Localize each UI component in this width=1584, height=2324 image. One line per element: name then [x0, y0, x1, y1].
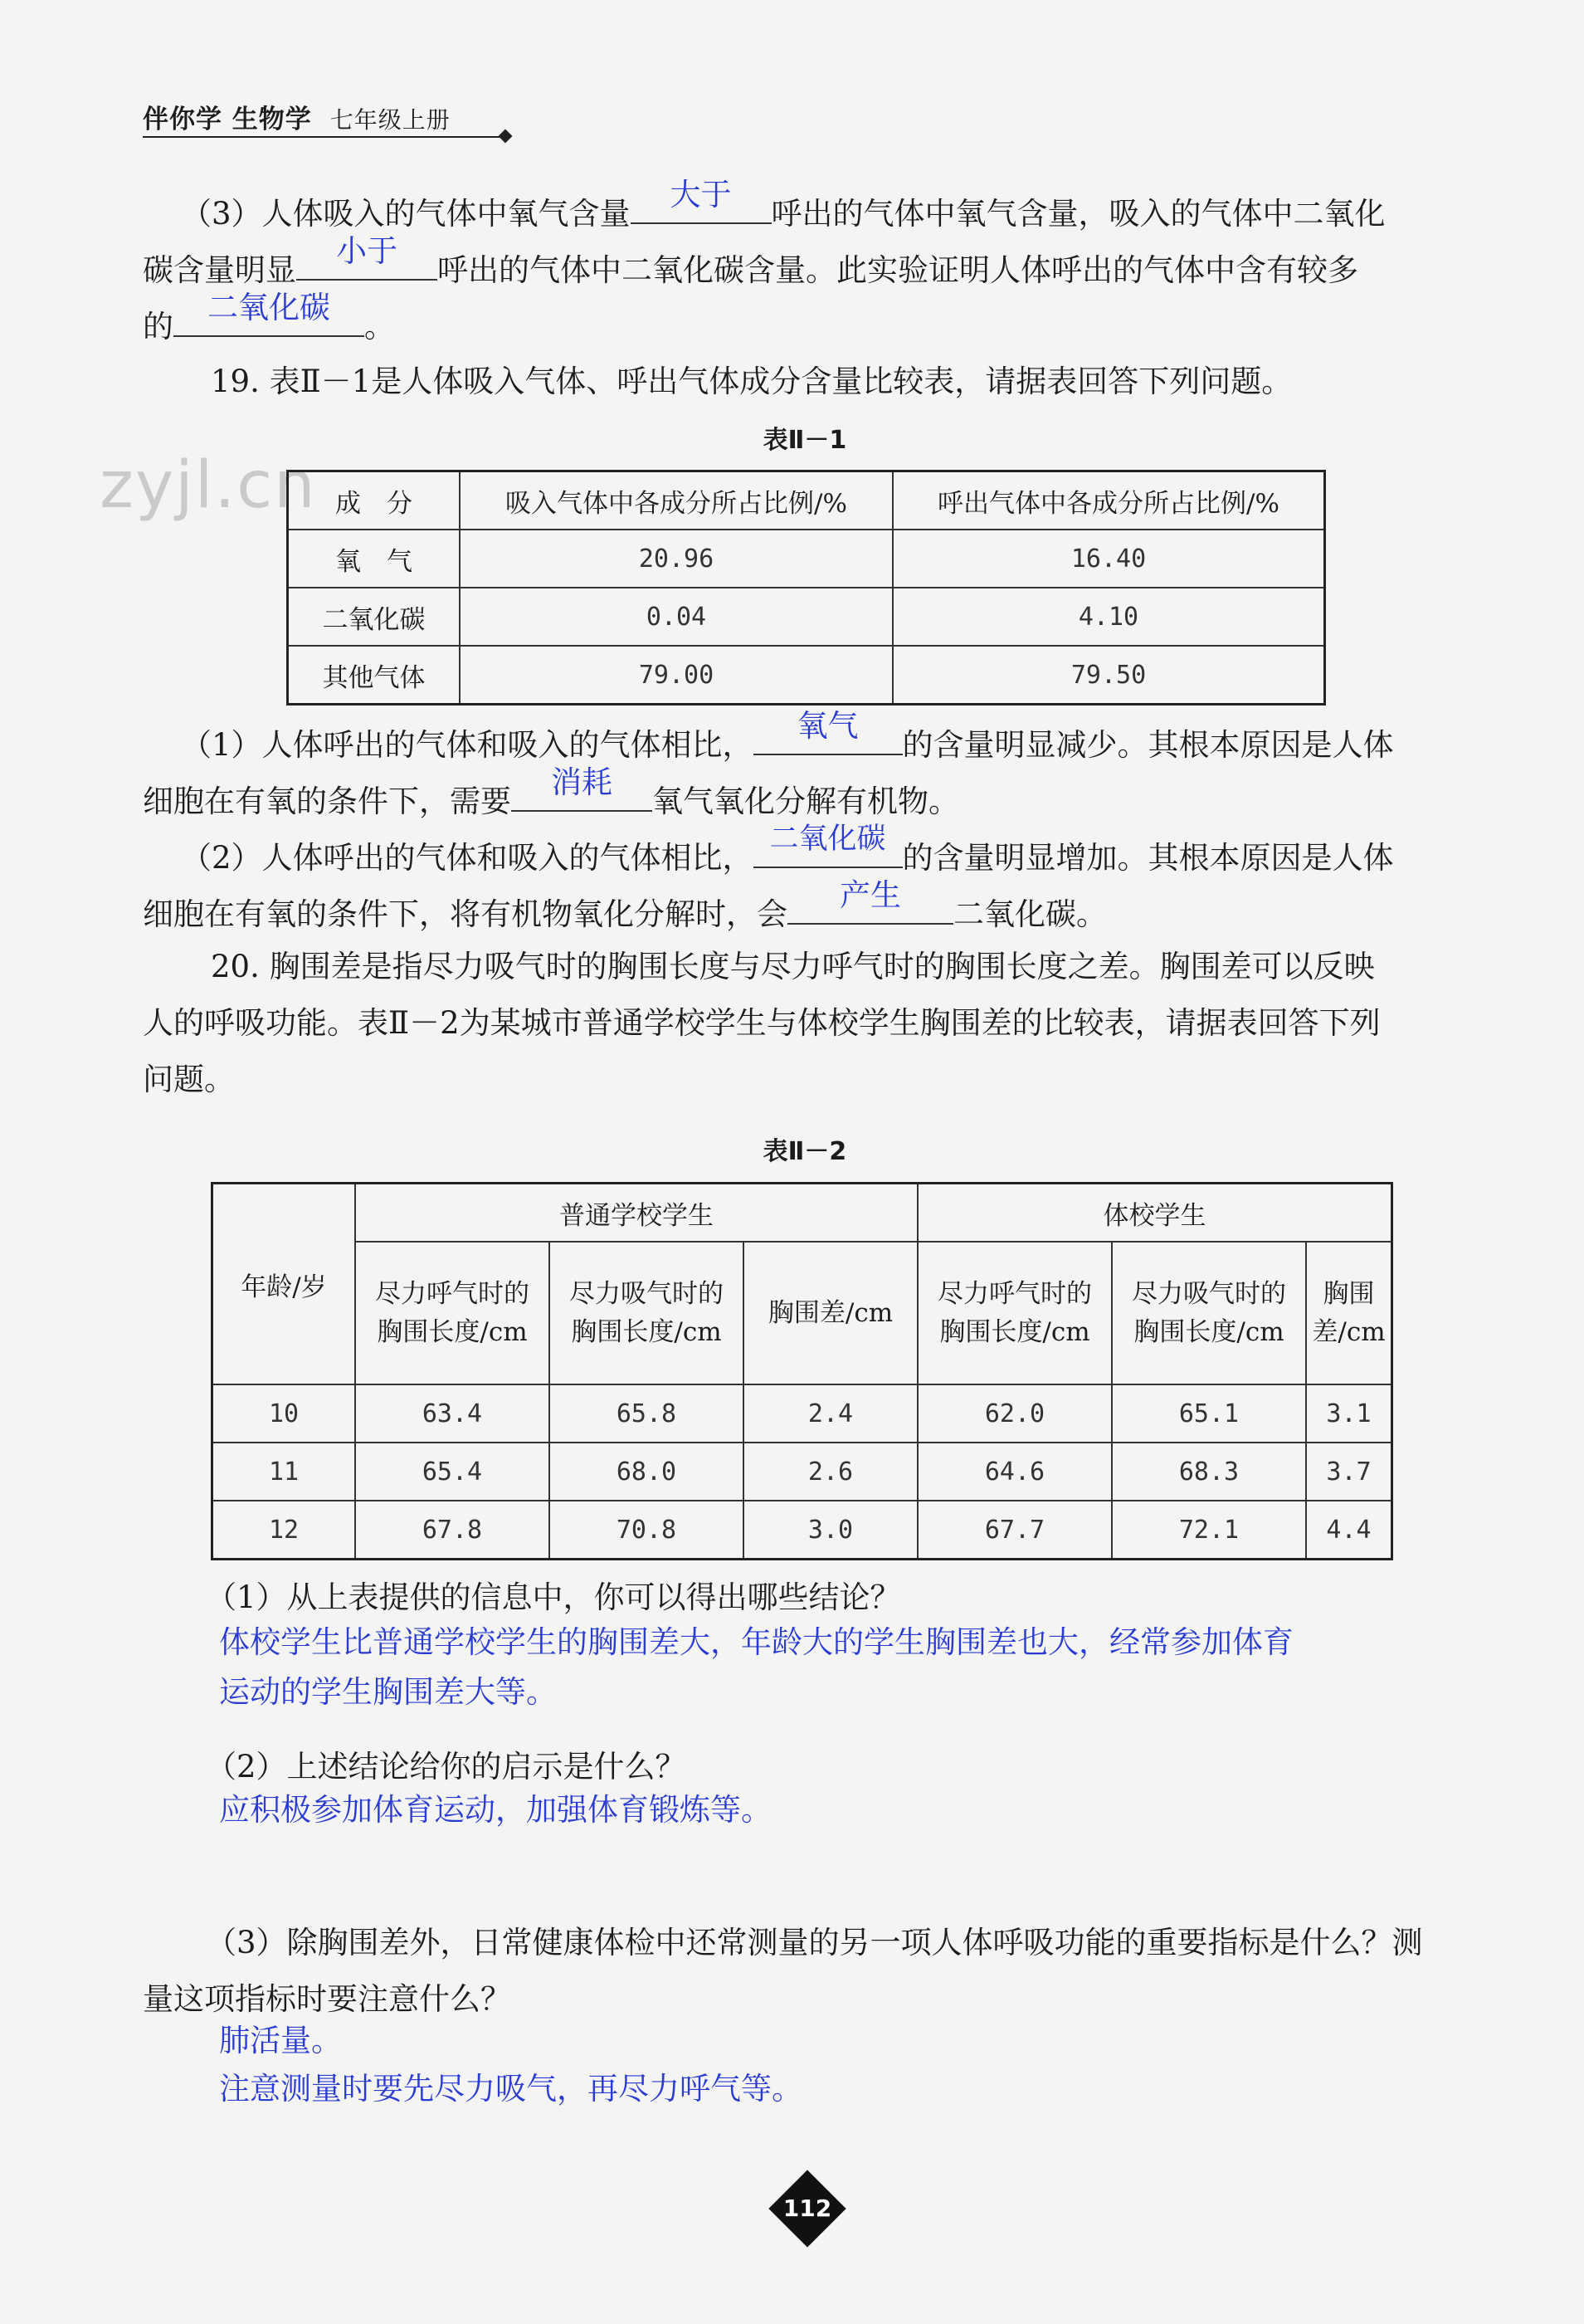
header-rule	[143, 136, 509, 138]
q19-1-text-a: （1）人体呼出的气体和吸入的气体相比，	[181, 727, 753, 763]
table-cell: 3.0	[743, 1501, 918, 1560]
q18-3-blank1[interactable]	[631, 177, 772, 224]
q18-3-line2	[143, 233, 1358, 291]
q18-3-answer1: 大于	[670, 177, 732, 212]
q20-1-question: （1）从上表提供的信息中，你可以得出哪些结论？	[206, 1579, 901, 1615]
q19-2-blank2[interactable]	[787, 877, 953, 925]
table-cell: 67.8	[355, 1501, 549, 1560]
q19-2-answer1: 二氧化碳	[769, 823, 886, 856]
q19-2-line1	[181, 823, 1394, 879]
table-header-cell: 吸入气体中各成分所占比例/%	[460, 471, 893, 530]
q18-3-text-d: 呼出的气体中二氧化碳含量。此实验证明人体呼出的气体中含有较多	[437, 252, 1358, 288]
table-header-row	[288, 471, 1325, 530]
q20-line3: 问题。	[143, 1062, 235, 1097]
table-cell: 4.10	[893, 588, 1325, 646]
table-cell: 67.7	[918, 1501, 1112, 1560]
table-cell: 68.0	[549, 1443, 743, 1501]
table-row	[288, 588, 1325, 646]
table-group-header: 普通学校学生	[355, 1184, 918, 1243]
q18-3-text-e: 的	[143, 309, 173, 344]
table-cell: 12	[212, 1501, 356, 1560]
q20-3-question-line2: 量这项指标时要注意什么？	[143, 1981, 511, 2017]
table-cell: 79.50	[893, 646, 1325, 705]
table-cell: 65.8	[549, 1384, 743, 1443]
q19-1-blank1[interactable]	[753, 708, 903, 755]
table-row	[288, 646, 1325, 705]
table-row	[212, 1501, 1392, 1560]
table-header-cell: 胸围差/cm	[1306, 1242, 1392, 1384]
table-row	[288, 530, 1325, 588]
q19-2-text-a: （2）人体呼出的气体和吸入的气体相比，	[181, 840, 753, 876]
q20-1-answer-line2: 运动的学生胸围差大等。	[219, 1674, 557, 1710]
table-cell: 2.4	[743, 1384, 918, 1443]
table-cell: 氧 气	[288, 530, 461, 588]
table-cell: 11	[212, 1443, 356, 1501]
table-cell: 4.4	[1306, 1501, 1392, 1560]
table-header-cell: 年龄/岁	[212, 1184, 356, 1385]
table1-caption: 表Ⅱ－1	[763, 426, 847, 455]
book-title: 伴你学 生物学	[143, 105, 312, 134]
q20-2-answer: 应积极参加体育运动，加强体育锻炼等。	[219, 1792, 772, 1828]
q19-intro: 19. 表Ⅱ－1是人体吸入气体、呼出气体成分含量比较表，请据表回答下列问题。	[211, 364, 1293, 399]
table-cell: 63.4	[355, 1384, 549, 1443]
q18-3-line1	[181, 177, 1386, 235]
table-header-cell: 呼出气体中各成分所占比例/%	[893, 471, 1325, 530]
q19-2-answer2: 产生	[840, 877, 901, 913]
table-cell: 二氧化碳	[288, 588, 461, 646]
q20-3-answer-line2: 注意测量时要先尽力吸气，再尽力呼气等。	[219, 2071, 802, 2107]
table-cell: 68.3	[1112, 1443, 1306, 1501]
q20-1-answer-line1: 体校学生比普通学校学生的胸围差大，年龄大的学生胸围差也大，经常参加体育	[219, 1624, 1294, 1660]
table-header-cell: 尽力吸气时的胸围长度/cm	[1112, 1242, 1306, 1384]
table-header-cell: 尽力吸气时的胸围长度/cm	[549, 1242, 743, 1384]
table-cell: 20.96	[460, 530, 893, 588]
table-cell: 16.40	[893, 530, 1325, 588]
table-cell: 62.0	[918, 1384, 1112, 1443]
q19-2-text-c: 细胞在有氧的条件下，将有机物氧化分解时，会	[143, 896, 787, 932]
table-cell: 2.6	[743, 1443, 918, 1501]
q19-1-answer1: 氧气	[797, 708, 859, 744]
table-group-row	[212, 1184, 1392, 1243]
q20-line1: 20. 胸围差是指尽力吸气时的胸围长度与尽力呼气时的胸围长度之差。胸围差可以反映	[211, 949, 1375, 984]
q19-1-blank2[interactable]	[511, 764, 652, 812]
table-header-cell: 尽力呼气时的胸围长度/cm	[355, 1242, 549, 1384]
q18-3-text-c: 碳含量明显	[143, 252, 296, 288]
table-group-header: 体校学生	[918, 1184, 1392, 1243]
q20-line2: 人的呼吸功能。表Ⅱ－2为某城市普通学校学生与体校学生胸围差的比较表，请据表回答下列	[143, 1005, 1381, 1041]
table-cell: 0.04	[460, 588, 893, 646]
q19-1-text-d: 氧气氧化分解有机物。	[652, 784, 959, 819]
q18-3-text-b: 呼出的气体中氧气含量，吸入的气体中二氧化	[771, 196, 1386, 232]
q18-3-blank3[interactable]	[173, 290, 364, 337]
q19-1-line1	[181, 708, 1394, 766]
q20-2-question: （2）上述结论给你的启示是什么？	[206, 1749, 686, 1784]
table-cell: 65.1	[1112, 1384, 1306, 1443]
header-diamond-icon	[499, 129, 513, 144]
q18-3-text-f: 。	[364, 309, 395, 344]
q18-3-answer3: 二氧化碳	[207, 290, 330, 325]
q19-1-line2	[143, 764, 959, 823]
q19-1-text-c: 细胞在有氧的条件下，需要	[143, 784, 511, 819]
table-header-cell: 胸围差/cm	[743, 1242, 918, 1384]
book-header	[143, 98, 451, 135]
table-header-cell: 成 分	[288, 471, 461, 530]
q20-3-answer-line1: 肺活量。	[219, 2023, 342, 2058]
table-cell: 3.7	[1306, 1443, 1392, 1501]
table-gas-composition	[286, 470, 1326, 706]
q20-3-question-line1: （3）除胸围差外，日常健康体检中还常测量的另一项人体呼吸功能的重要指标是什么？测	[206, 1925, 1423, 1960]
table-cell: 70.8	[549, 1501, 743, 1560]
watermark: zyjl.cn	[100, 448, 317, 523]
table-row	[212, 1443, 1392, 1501]
q18-3-line3	[143, 290, 395, 348]
q19-2-text-d: 二氧化碳。	[953, 896, 1107, 932]
q19-1-text-b: 的含量明显减少。其根本原因是人体	[902, 727, 1394, 763]
table-cell: 3.1	[1306, 1384, 1392, 1443]
q19-2-line2	[143, 877, 1107, 935]
book-subtitle: 七年级上册	[329, 106, 451, 134]
table-row	[212, 1384, 1392, 1443]
table-header-cell: 尽力呼气时的胸围长度/cm	[918, 1242, 1112, 1384]
table-chest-circumference	[211, 1182, 1393, 1560]
page-number: 112	[782, 2195, 832, 2222]
table-cell: 其他气体	[288, 646, 461, 705]
table-cell: 10	[212, 1384, 356, 1443]
table-cell: 79.00	[460, 646, 893, 705]
q19-1-answer2: 消耗	[551, 764, 612, 800]
q18-3-answer2: 小于	[336, 233, 397, 269]
table2-caption: 表Ⅱ－2	[763, 1137, 847, 1166]
table-subheader-row	[212, 1242, 1392, 1384]
q18-3-text-a: （3）人体吸入的气体中氧气含量	[181, 196, 631, 232]
q19-2-blank1[interactable]	[753, 823, 903, 868]
q18-3-blank2[interactable]	[296, 233, 437, 281]
table-cell: 64.6	[918, 1443, 1112, 1501]
table-cell: 65.4	[355, 1443, 549, 1501]
table-cell: 72.1	[1112, 1501, 1306, 1560]
q19-2-text-b: 的含量明显增加。其根本原因是人体	[902, 840, 1394, 876]
